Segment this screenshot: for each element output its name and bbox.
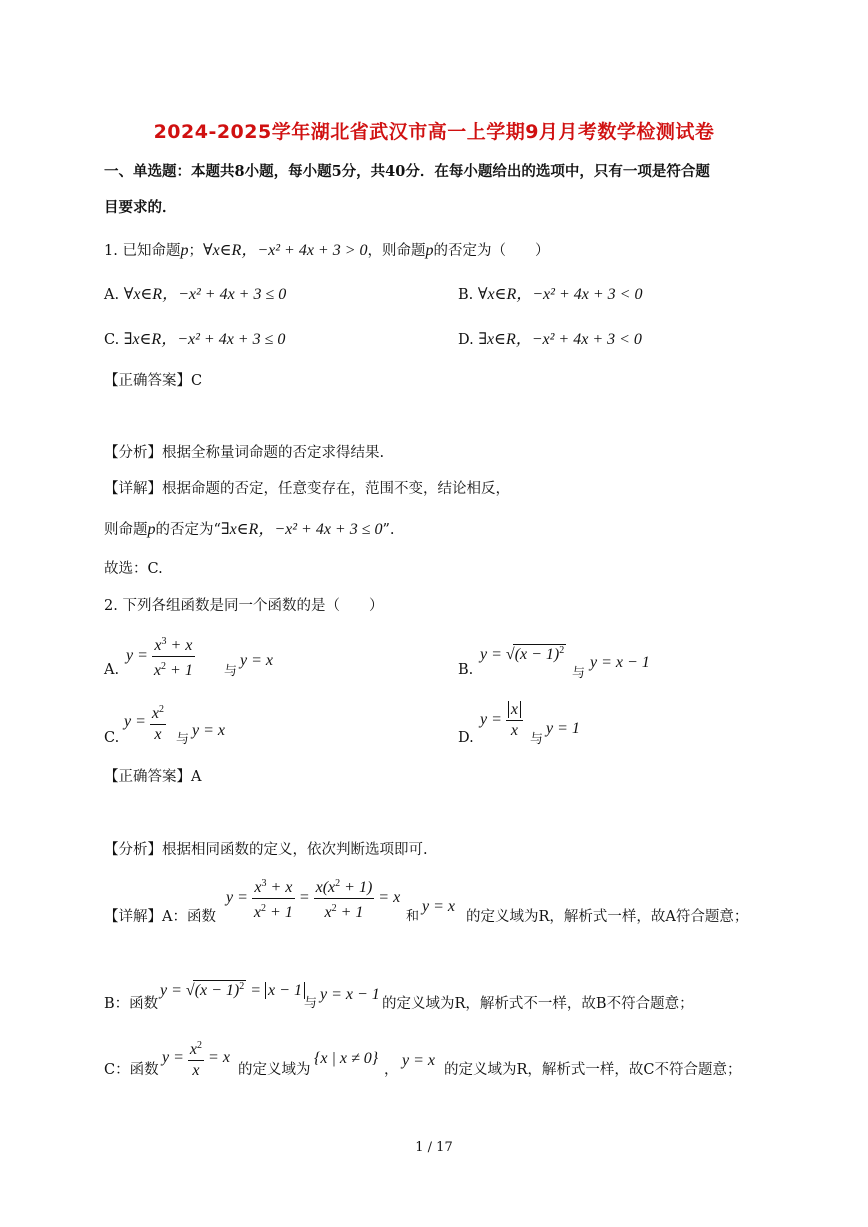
q1-analysis: 【分析】根据全称量词命题的否定求得结果.	[104, 445, 385, 461]
q1-detail-line2: 则命题p的否定为“∃x∈R，−x² + 4x + 3 ≤ 0”.	[104, 521, 395, 538]
page-number: 1 / 17	[415, 1140, 453, 1155]
q1-detail-line1: 【详解】根据命题的否定，任意变存在，范围不变，结论相反，	[104, 481, 510, 497]
document-title: 2024-2025学年湖北省武汉市高一上学期9月月考数学检测试卷	[153, 121, 715, 143]
q2-detail-a: 【详解】A：函数 y = $\frac{x^3 + x}{x^2 + 1}$ = $\frac{x(x^2 + 1)}{x^2 + 1}$ = x 和 y = x 的定义域为R，解析式一样，故A符合题意；	[104, 872, 764, 922]
q1-option-b: B. ∀x∈R，−x² + 4x + 3 < 0	[458, 286, 643, 303]
q1-stem-math: ∀x∈R，−x² + 4x + 3 > 0	[202, 242, 368, 259]
q1-option-c: C. ∃x∈R，−x² + 4x + 3 ≤ 0	[104, 331, 286, 348]
q1-option-d: D. ∃x∈R，−x² + 4x + 3 < 0	[458, 331, 642, 348]
q1-stem: 1. 已知命题p；∀x∈R，−x² + 4x + 3 > 0，则命题p的否定为（ ）	[104, 242, 550, 259]
q1-answer: 【正确答案】C	[104, 373, 203, 389]
q2-detail-c: C：函数 y = $\frac{x^2}{x}$ = x 的定义域为 {x | x ≠ 0} ， y = x 的定义域为R，解析式一样，故C不符合题意；	[104, 1040, 764, 1090]
q1-option-a: A. ∀x∈R，−x² + 4x + 3 ≤ 0	[104, 286, 287, 303]
q2-answer: 【正确答案】A	[104, 769, 202, 785]
q1-choose: 故选：C.	[104, 561, 163, 577]
section-heading-line2: 目要求的．	[104, 199, 177, 216]
section-heading-line1: 一、单选题：本题共8小题，每小题5分，共40分．在每小题给出的选项中，只有一项是符合题	[104, 163, 710, 180]
q2-analysis: 【分析】根据相同函数的定义，依次判断选项即可.	[104, 842, 428, 858]
q2-detail-b: B：函数 $y = √(x - 1)^2 = x - 1$ 与 y = x − 1 的定义域为R，解析式不一样，故B不符合题意；	[104, 981, 694, 1012]
q2-stem: 2. 下列各组函数是同一个函数的是（ ）	[104, 598, 384, 614]
